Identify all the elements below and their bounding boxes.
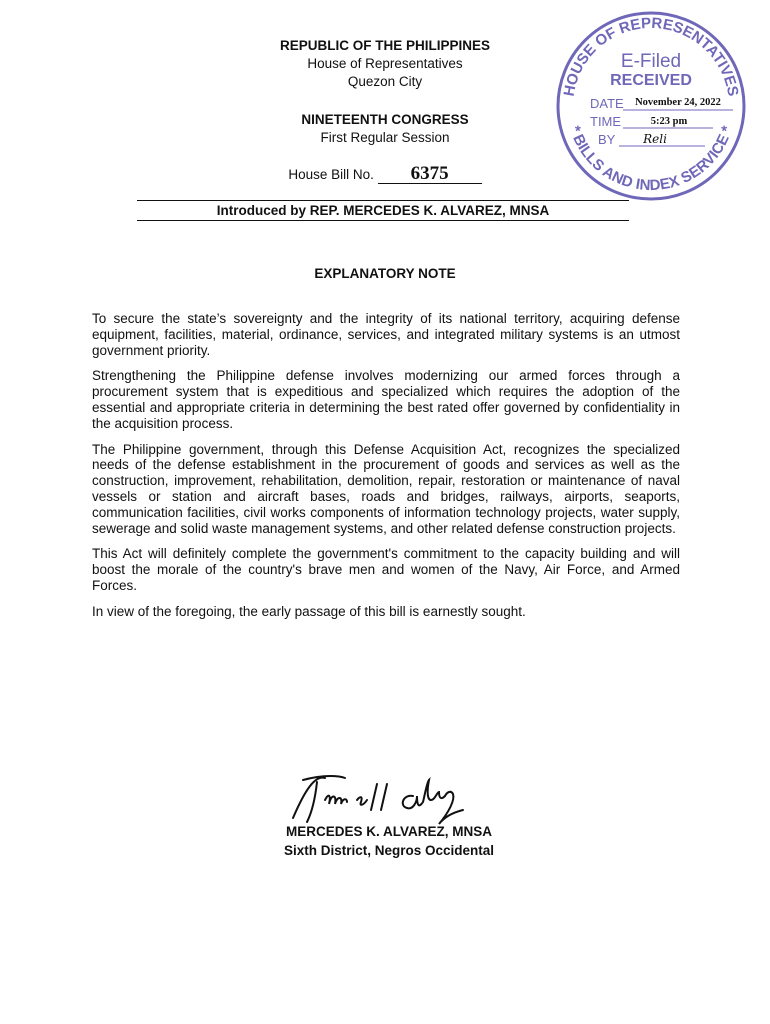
introduced-by-line: Introduced by REP. MERCEDES K. ALVAREZ, MNSA (137, 200, 629, 221)
stamp-efiled: E-Filed (620, 51, 682, 72)
stamp-time-value: 5:23 pm (650, 116, 688, 127)
stamp-arc-bottom: * BILLS AND INDEX SERVICE * (565, 123, 737, 195)
explanatory-note-body (92, 311, 680, 630)
stamp-time-label: TIME (590, 114, 622, 129)
explanatory-note-title: EXPLANATORY NOTE (314, 266, 456, 281)
house-bill-label: House Bill No. (288, 167, 374, 182)
republic-heading: REPUBLIC OF THE PHILIPPINES (279, 38, 491, 53)
house-bill-number: 6375 (378, 165, 482, 184)
paragraph-3: The Philippine government, through this Defense Acquisition Act, recognizes the specialized needs of the defense establishment in the procurement of goods and services as well as the construction, improvement, rehabilitation, demolition, repair, restoration or maintenance of naval vessels or station and aircraft bases, roads and bridges, railways, airports, seaports, communication facilities, civil works components of information technology projects, water supply, sewerage and solid waste management systems, and other related defense construction projects. (92, 441, 680, 536)
signatory-name: MERCEDES K. ALVAREZ, MNSA (285, 824, 492, 839)
paragraph-5: In view of the foregoing, the early passage of this bill is earnestly sought. (92, 603, 526, 619)
session-heading: First Regular Session (320, 130, 450, 145)
stamp-by-value: Reli (643, 132, 667, 146)
stamp-arc-top: HOUSE OF REPRESENTATIVES (560, 14, 742, 98)
stamp-received: RECEIVED (610, 72, 692, 89)
signatory-district: Sixth District, Negros Occidental (283, 843, 495, 858)
paragraph-1: To secure the state’s sovereignty and the integrity of its national territory, acquiring defense equipment, facilities, material, ordinance, services, and integrated military systems is an utmost government priority. (92, 311, 680, 358)
signatory-text (0, 822, 770, 860)
stamp-date-value: November 24, 2022 (635, 97, 721, 108)
handwritten-signature (285, 770, 495, 830)
congress-heading: NINETEENTH CONGRESS (301, 112, 469, 127)
city-heading: Quezon City (347, 74, 423, 89)
stamp-date-label: DATE (590, 96, 624, 111)
received-stamp (553, 11, 749, 201)
paragraph-2: Strengthening the Philippine defense involves modernizing our armed forces through a procurement system that is expeditious and specialized which requires the adoption of the essential and appropriate criteria in determining the best rated offer governed by confidentiality in the acquisition process. (92, 368, 680, 431)
paragraph-4: This Act will definitely complete the government's commitment to the capacity building and will boost the morale of the country's brave men and women of the Navy, Air Force, and Armed Forces. (92, 546, 680, 593)
stamp-by-label: BY (598, 132, 616, 147)
house-heading: House of Representatives (307, 56, 463, 71)
